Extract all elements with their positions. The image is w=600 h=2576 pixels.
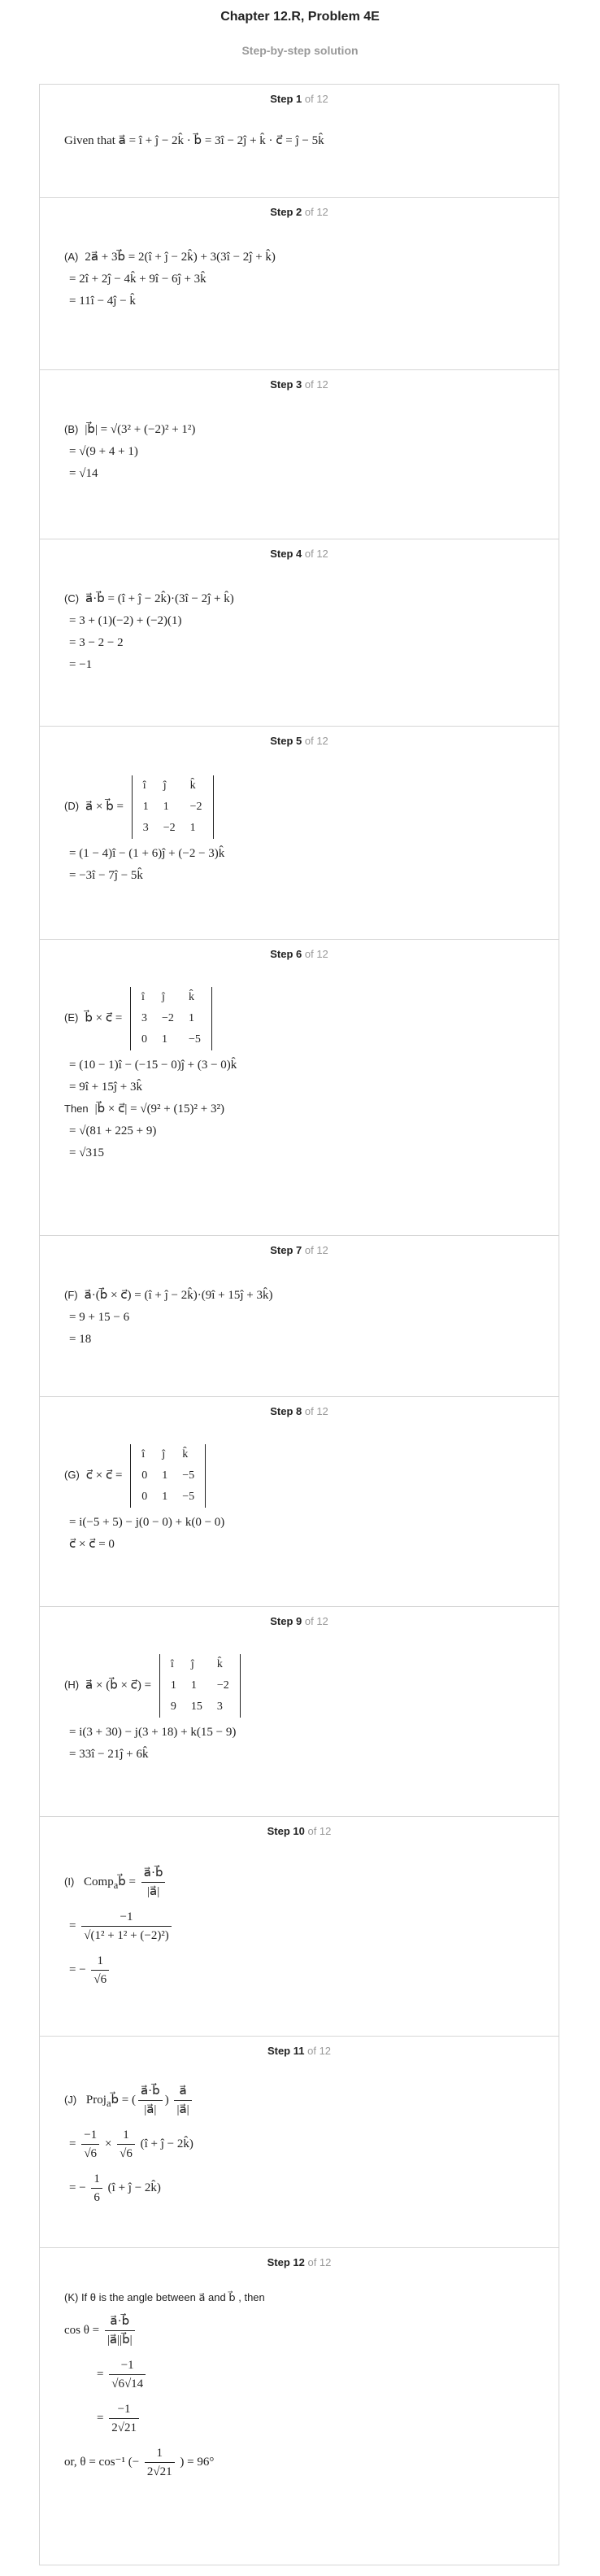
solution-container xyxy=(39,84,559,2565)
step-3-line-2: = √(9 + 4 + 1) xyxy=(69,445,138,458)
step-2: Step 2 of 12 (A) 2a⃗ + 3b⃗ = 2(î + ĵ − 2k̂) + 3(3î − 2ĵ + k̂) = 2î + 2ĵ − 4k̂ + 9î − 6ĵ + 3k̂ = 11î − 4ĵ − k̂ xyxy=(40,197,559,369)
step-6: Step 6 of 12 (E) b⃗ × c⃗ = î ĵ k̂ 3 −2 1 0 1 −5 = (10 − 1)î − (−15 − 0)ĵ + (3 − 0)k̂ = 9î + 15ĵ + 3k̂ Then |b⃗ × c⃗| = √(9² + (15)² + 3²) = √(81 + 225 + 9) = √315 xyxy=(40,939,559,1235)
step-1-title: Step 1 of 12 xyxy=(270,93,328,105)
step-3: Step 3 of 12 (B) |b⃗| = √(3² + (−2)² + 1²) = √(9 + 4 + 1) = √14 xyxy=(40,369,559,539)
step-11: Step 11 of 12 (J) Proj$_a$b⃗ = ( $\frac{a⃗\cdot b⃗}{|a⃗|}$ ) $\frac{a⃗}{|a⃗|}$ = $\frac{-1}{√6}$ × $\frac{1}{√6}$ (î + ĵ − 2k̂) = − $\frac{1}{6}$ (î + ĵ − 2k̂) xyxy=(40,2036,559,2247)
page-title: Chapter 12.R, Problem 4E xyxy=(220,10,380,24)
page-subtitle: Step-by-step solution xyxy=(241,44,359,57)
step-1-line: Given that a⃗ = î + ĵ − 2k̂ · b⃗ = 3î − 2ĵ + k̂ · c⃗ = ĵ − 5k̂ xyxy=(64,134,324,147)
step-3-line-3: = √14 xyxy=(69,467,98,480)
step-5-line-1: (D) a⃗ × b⃗ = î ĵ k̂ 1 1 −2 3 −2 1 xyxy=(64,775,536,839)
step-10: Step 10 of 12 (I) Comp$_a$b⃗ = $\frac{a⃗\cdot b⃗}{|a⃗|}$ = $\frac{-1}{\text{√(1² + 1² + (−2)²)}}$ = − $\frac{1}{√6}$ xyxy=(40,1816,559,2036)
step-6-line-1: (E) b⃗ × c⃗ = î ĵ k̂ 3 −2 1 0 1 −5 xyxy=(64,987,536,1050)
step-4: Step 4 of 12 (C) a⃗·b⃗ = (î + ĵ − 2k̂)·(3î − 2ĵ + k̂) = 3 + (1)(−2) + (−2)(1) = 3 − 2 − 2 = −1 xyxy=(40,539,559,726)
determinant-axb: î ĵ k̂ 1 1 −2 3 −2 1 xyxy=(132,775,214,839)
step-8: Step 8 of 12 (G) c⃗ × c⃗ = î ĵ k̂ 0 1 −5 0 1 −5 = i(−5 + 5) − j(0 − 0) + k(0 − 0) c⃗ × c⃗ = 0 xyxy=(40,1396,559,1606)
step-7: Step 7 of 12 (F) a⃗·(b⃗ × c⃗) = (î + ĵ − 2k̂)·(9î + 15ĵ + 3k̂) = 9 + 15 − 6 = 18 xyxy=(40,1235,559,1396)
determinant-ax-bxc: î ĵ k̂ 1 1 −2 9 15 3 xyxy=(159,1654,241,1718)
step-2-line-2: = 2î + 2ĵ − 4k̂ + 9î − 6ĵ + 3k̂ xyxy=(69,273,207,286)
determinant-bxc: î ĵ k̂ 3 −2 1 0 1 −5 xyxy=(130,987,212,1050)
step-9: Step 9 of 12 (H) a⃗ × (b⃗ × c⃗) = î ĵ k̂ 1 1 −2 9 15 3 = i(3 + 30) − j(3 + 18) + k(15 − 9) = 33î − 21ĵ + 6k̂ xyxy=(40,1606,559,1816)
step-1 xyxy=(40,85,559,197)
step-5: Step 5 of 12 (D) a⃗ × b⃗ = î ĵ k̂ 1 1 −2 3 −2 1 = (1 − 4)î − (1 + 6)ĵ + (−2 − 3)k̂ = −3î − 7ĵ − 5k̂ xyxy=(40,726,559,939)
step-2-line-3: = 11î − 4ĵ − k̂ xyxy=(69,295,136,308)
step-2-line-1: (A) 2a⃗ + 3b⃗ = 2(î + ĵ − 2k̂) + 3(3î − 2ĵ + k̂) xyxy=(64,251,276,264)
step-12: Step 12 of 12 (K) If θ is the angle between a⃗ and b⃗ , then cos θ = $\frac{a⃗\cdot b⃗}{|a⃗||b⃗|}$ = $\frac{-1}{√6√14}$ = $\frac{-1}{2√21}$ or, θ = cos⁻¹ (− $\frac{1}{2√21}$ ) = 96° xyxy=(40,2247,559,2565)
determinant-cxc: î ĵ k̂ 0 1 −5 0 1 −5 xyxy=(130,1444,206,1508)
step-3-line-1: (B) |b⃗| = √(3² + (−2)² + 1²) xyxy=(64,423,196,436)
step-4-line-1: (C) a⃗·b⃗ = (î + ĵ − 2k̂)·(3î − 2ĵ + k̂) xyxy=(64,592,234,605)
